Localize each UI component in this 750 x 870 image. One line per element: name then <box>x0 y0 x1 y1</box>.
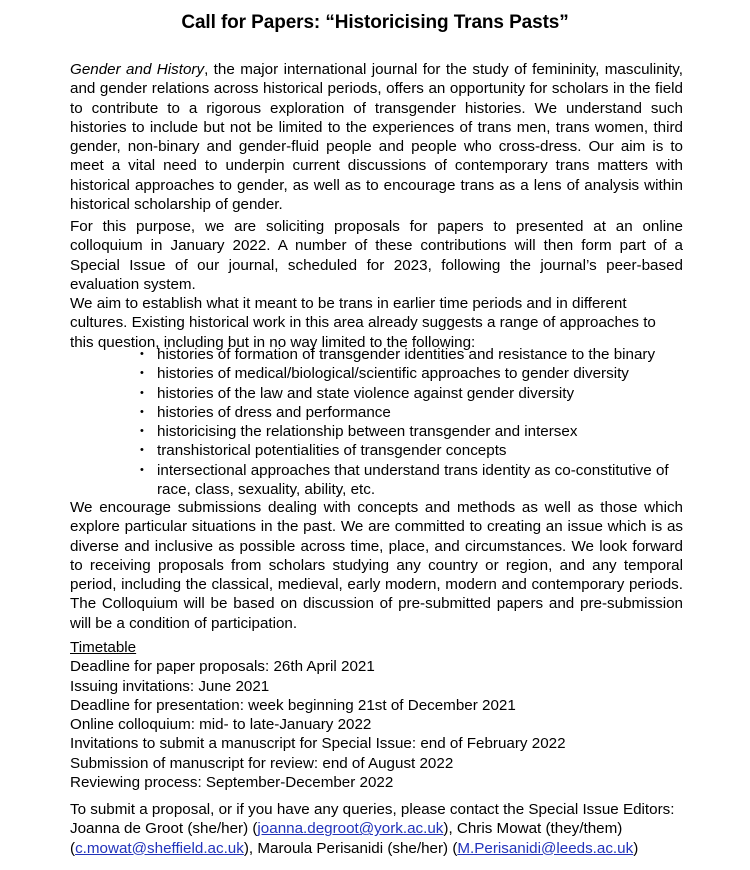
list-item: • histories of dress and performance <box>70 403 683 422</box>
email-link-joanna-degroot[interactable]: joanna.degroot@york.ac.uk <box>257 820 444 838</box>
editor-one-name: Joanna de Groot (she/her) ( <box>70 820 258 838</box>
list-item: • histories of the law and state violence against gender diversity <box>70 384 683 403</box>
contact-close-paren: ) <box>633 839 639 857</box>
page-title: Call for Papers: “Historicising Trans Pasts” <box>181 12 569 33</box>
timetable-row: Deadline for presentation: week beginning 21st of December 2021 <box>70 696 516 714</box>
topics-list-block <box>70 345 683 499</box>
timetable-row: Issuing invitations: June 2021 <box>70 677 270 695</box>
encouragement-paragraph: We encourage submissions dealing with concepts and methods as well as those which explore particular situations in the past. We are committed to creating an issue which is as diverse and inclusive as possible across time, place, and circumstances. We look forward to receiving proposals from scholars studying any country or region, and any temporal period, including the classical, medieval, early modern, modern and contemporary periods. The Colloquium will be based on discussion of pre-submitted papers and pre-submission will be a condition of participation. <box>70 499 683 632</box>
contact-intro: To submit a proposal, or if you have any queries, please contact the Special Issue Editors: <box>70 801 675 818</box>
contact-block <box>70 800 683 858</box>
purpose-paragraph-second: We aim to establish what it meant to be trans in earlier time periods and in different cultures. Existing historical work in this area already suggests a range of approaches to this question, including but in no way limited to the following: <box>70 295 656 351</box>
contact-editors-cont <box>70 839 683 858</box>
intro-paragraph-text: , the major international journal for the study of femininity, masculinity, and gender relations across historical periods, offers an opportunity for scholars in the field to contribute to a rigorous exploration of transgender histories. We understand such histories to include but not be limited to the experiences of trans men, trans women, third gender, non-binary and gender-fluid people and people who cross-dress. Our aim is to meet a vital need to underpin current discussions of contemporary trans matters with historical approaches to gender, as well as to encourage trans as a lens of analysis within historical scholarship of gender. <box>70 61 683 214</box>
timetable-block <box>70 638 683 792</box>
list-item: • histories of medical/biological/scientific approaches to gender diversity <box>70 364 683 383</box>
purpose-paragraph-first: For this purpose, we are soliciting proposals for papers to presented at an online colloquium in January 2022. A number of these contributions will then form part of a Special Issue of our journal, scheduled for 2023, following the journal’s peer-based evaluation system. <box>70 218 683 293</box>
list-item: • intersectional approaches that understand trans identity as co-constitutive of race, class, sexuality, ability, etc. <box>70 461 683 500</box>
intro-paragraph <box>70 60 683 214</box>
timetable-row: Reviewing process: September-December 2022 <box>70 774 394 792</box>
list-item: • transhistorical potentialities of transgender concepts <box>70 441 683 460</box>
contact-editors <box>70 819 683 838</box>
list-item: • histories of formation of transgender identities and resistance to the binary <box>70 345 683 364</box>
topics-list <box>70 345 683 499</box>
contact-open-paren: ( <box>70 839 76 857</box>
contact-sep-one: ), Chris Mowat (they/them) <box>443 820 623 838</box>
timetable-row: Online colloquium: mid- to late-January 2022 <box>70 716 372 734</box>
email-link-c-mowat[interactable]: c.mowat@sheffield.ac.uk <box>75 839 244 857</box>
journal-name: Gender and History <box>70 61 205 78</box>
timetable-row: Invitations to submit a manuscript for Special Issue: end of February 2022 <box>70 735 566 753</box>
email-link-m-perisanidi[interactable]: M.Perisanidi@leeds.ac.uk <box>457 839 634 857</box>
timetable-heading: Timetable <box>70 639 137 656</box>
timetable-row: Submission of manuscript for review: end of August 2022 <box>70 754 454 772</box>
timetable-heading-wrap <box>70 638 683 657</box>
purpose-paragraph-block <box>70 217 683 352</box>
list-item: • historicising the relationship between transgender and intersex <box>70 422 683 441</box>
timetable-row: Deadline for paper proposals: 26th April 2021 <box>70 658 375 676</box>
encouragement-paragraph-block <box>70 498 683 633</box>
intro-paragraph-block <box>70 60 683 214</box>
contact-sep-two: ), Maroula Perisanidi (she/her) ( <box>243 839 458 857</box>
